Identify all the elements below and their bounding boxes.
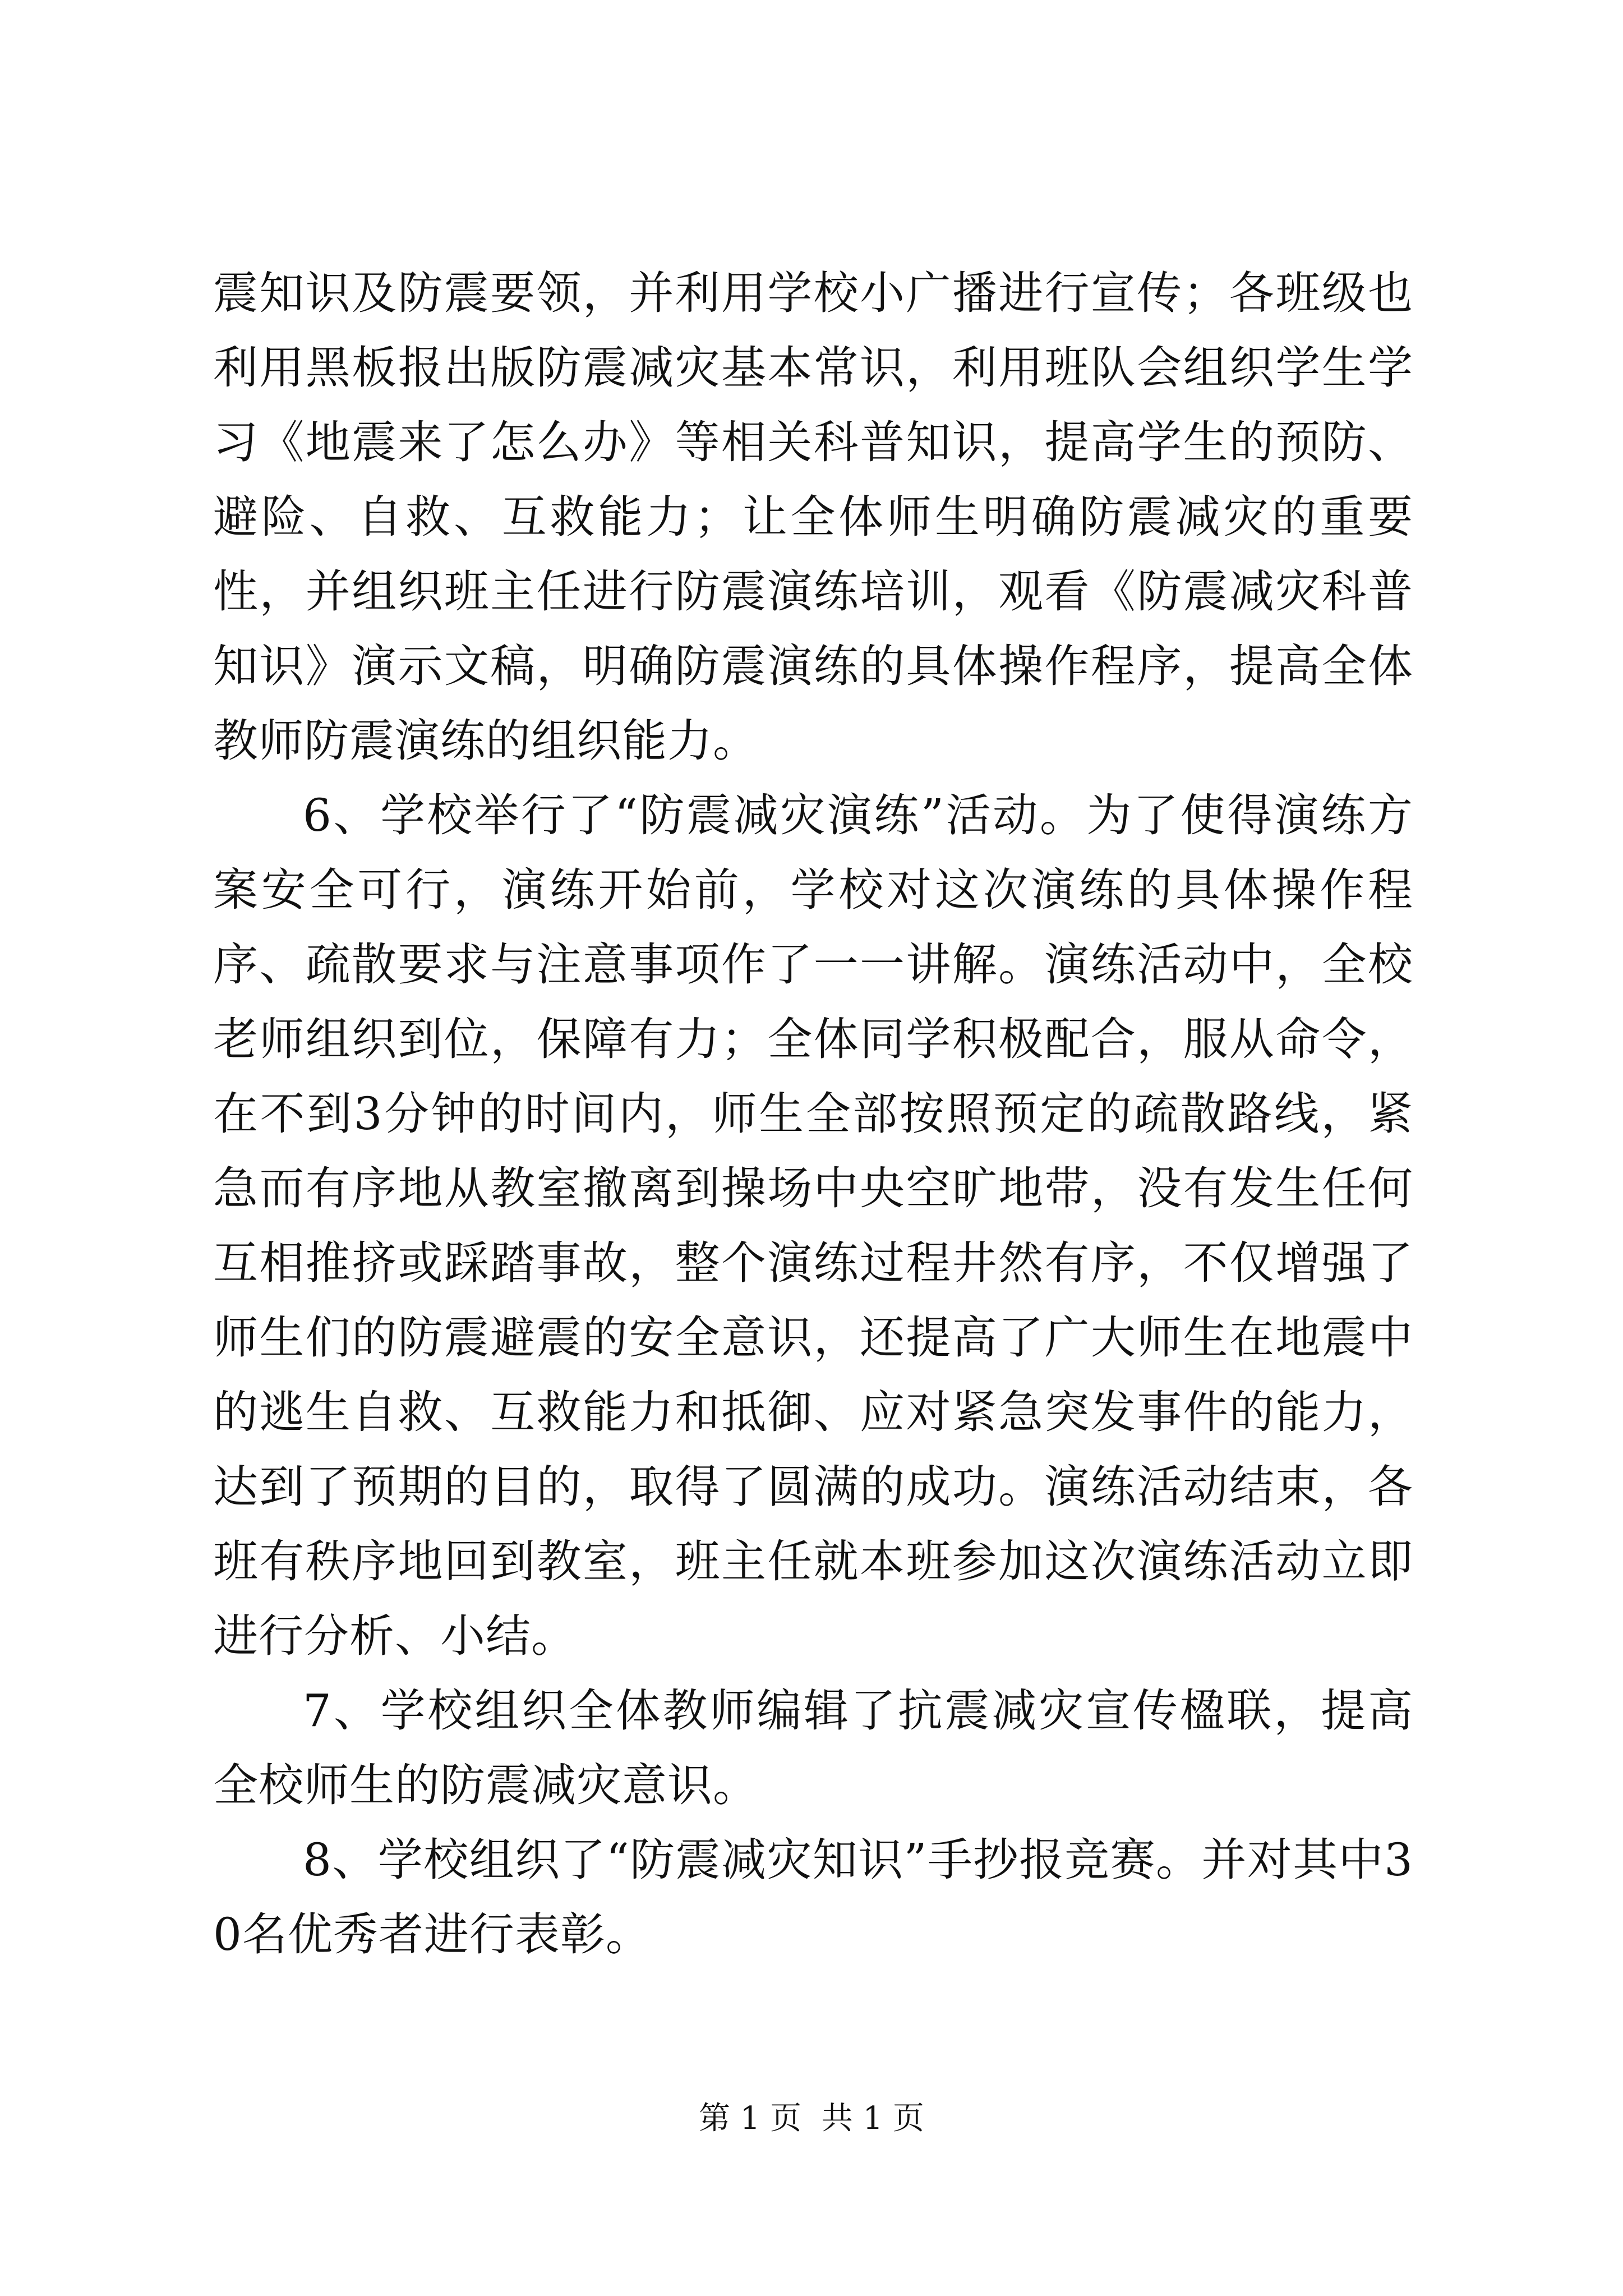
page-number-label: 第 1 页 共 1 页 (698, 2100, 925, 2137)
paragraph-item-8: 8、学校组织了“防震减灾知识”手抄报竞赛。并对其中30名优秀者进行表彰。 (213, 1834, 1413, 1961)
paragraph-item-7: 7、学校组织全体教师编辑了抗震减灾宣传楹联，提高全校师生的防震减灾意识。 (213, 1685, 1413, 1811)
body-text (213, 256, 1413, 1972)
paragraph-item-6: 6、学校举行了“防震减灾演练”活动。为了使得演练方案安全可行，演练开始前，学校对这次演练的具体操作程序、疏散要求与注意事项作了一一讲解。演练活动中，全校老师组织到位，保障有力；全体同学积极配合，服从命令，在不到3分钟的时间内，师生全部按照预定的疏散路线，紧急而有序地从教室撤离到操场中央空旷地带，没有发生任何互相推挤或踩踏事故，整个演练过程井然有序，不仅增强了师生们的防震避震的安全意识，还提高了广大师生在地震中的逃生自救、互救能力和抵御、应对紧急突发事件的能力，达到了预期的目的，取得了圆满的成功。演练活动结束，各班有秩序地回到教室，班主任就本班参加这次演练活动立即进行分析、小结。 (213, 789, 1413, 1662)
page-footer (0, 2099, 1623, 2138)
paragraph-continued: 震知识及防震要领，并利用学校小广播进行宣传；各班级也利用黑板报出版防震减灾基本常识，利用班队会组织学生学习《地震来了怎么办》等相关科普知识，提高学生的预防、避险、自救、互救能力；让全体师生明确防震减灾的重要性，并组织班主任进行防震演练培训，观看《防震减灾科普知识》演示文稿，明确防震演练的具体操作程序，提高全体教师防震演练的组织能力。 (213, 267, 1413, 767)
